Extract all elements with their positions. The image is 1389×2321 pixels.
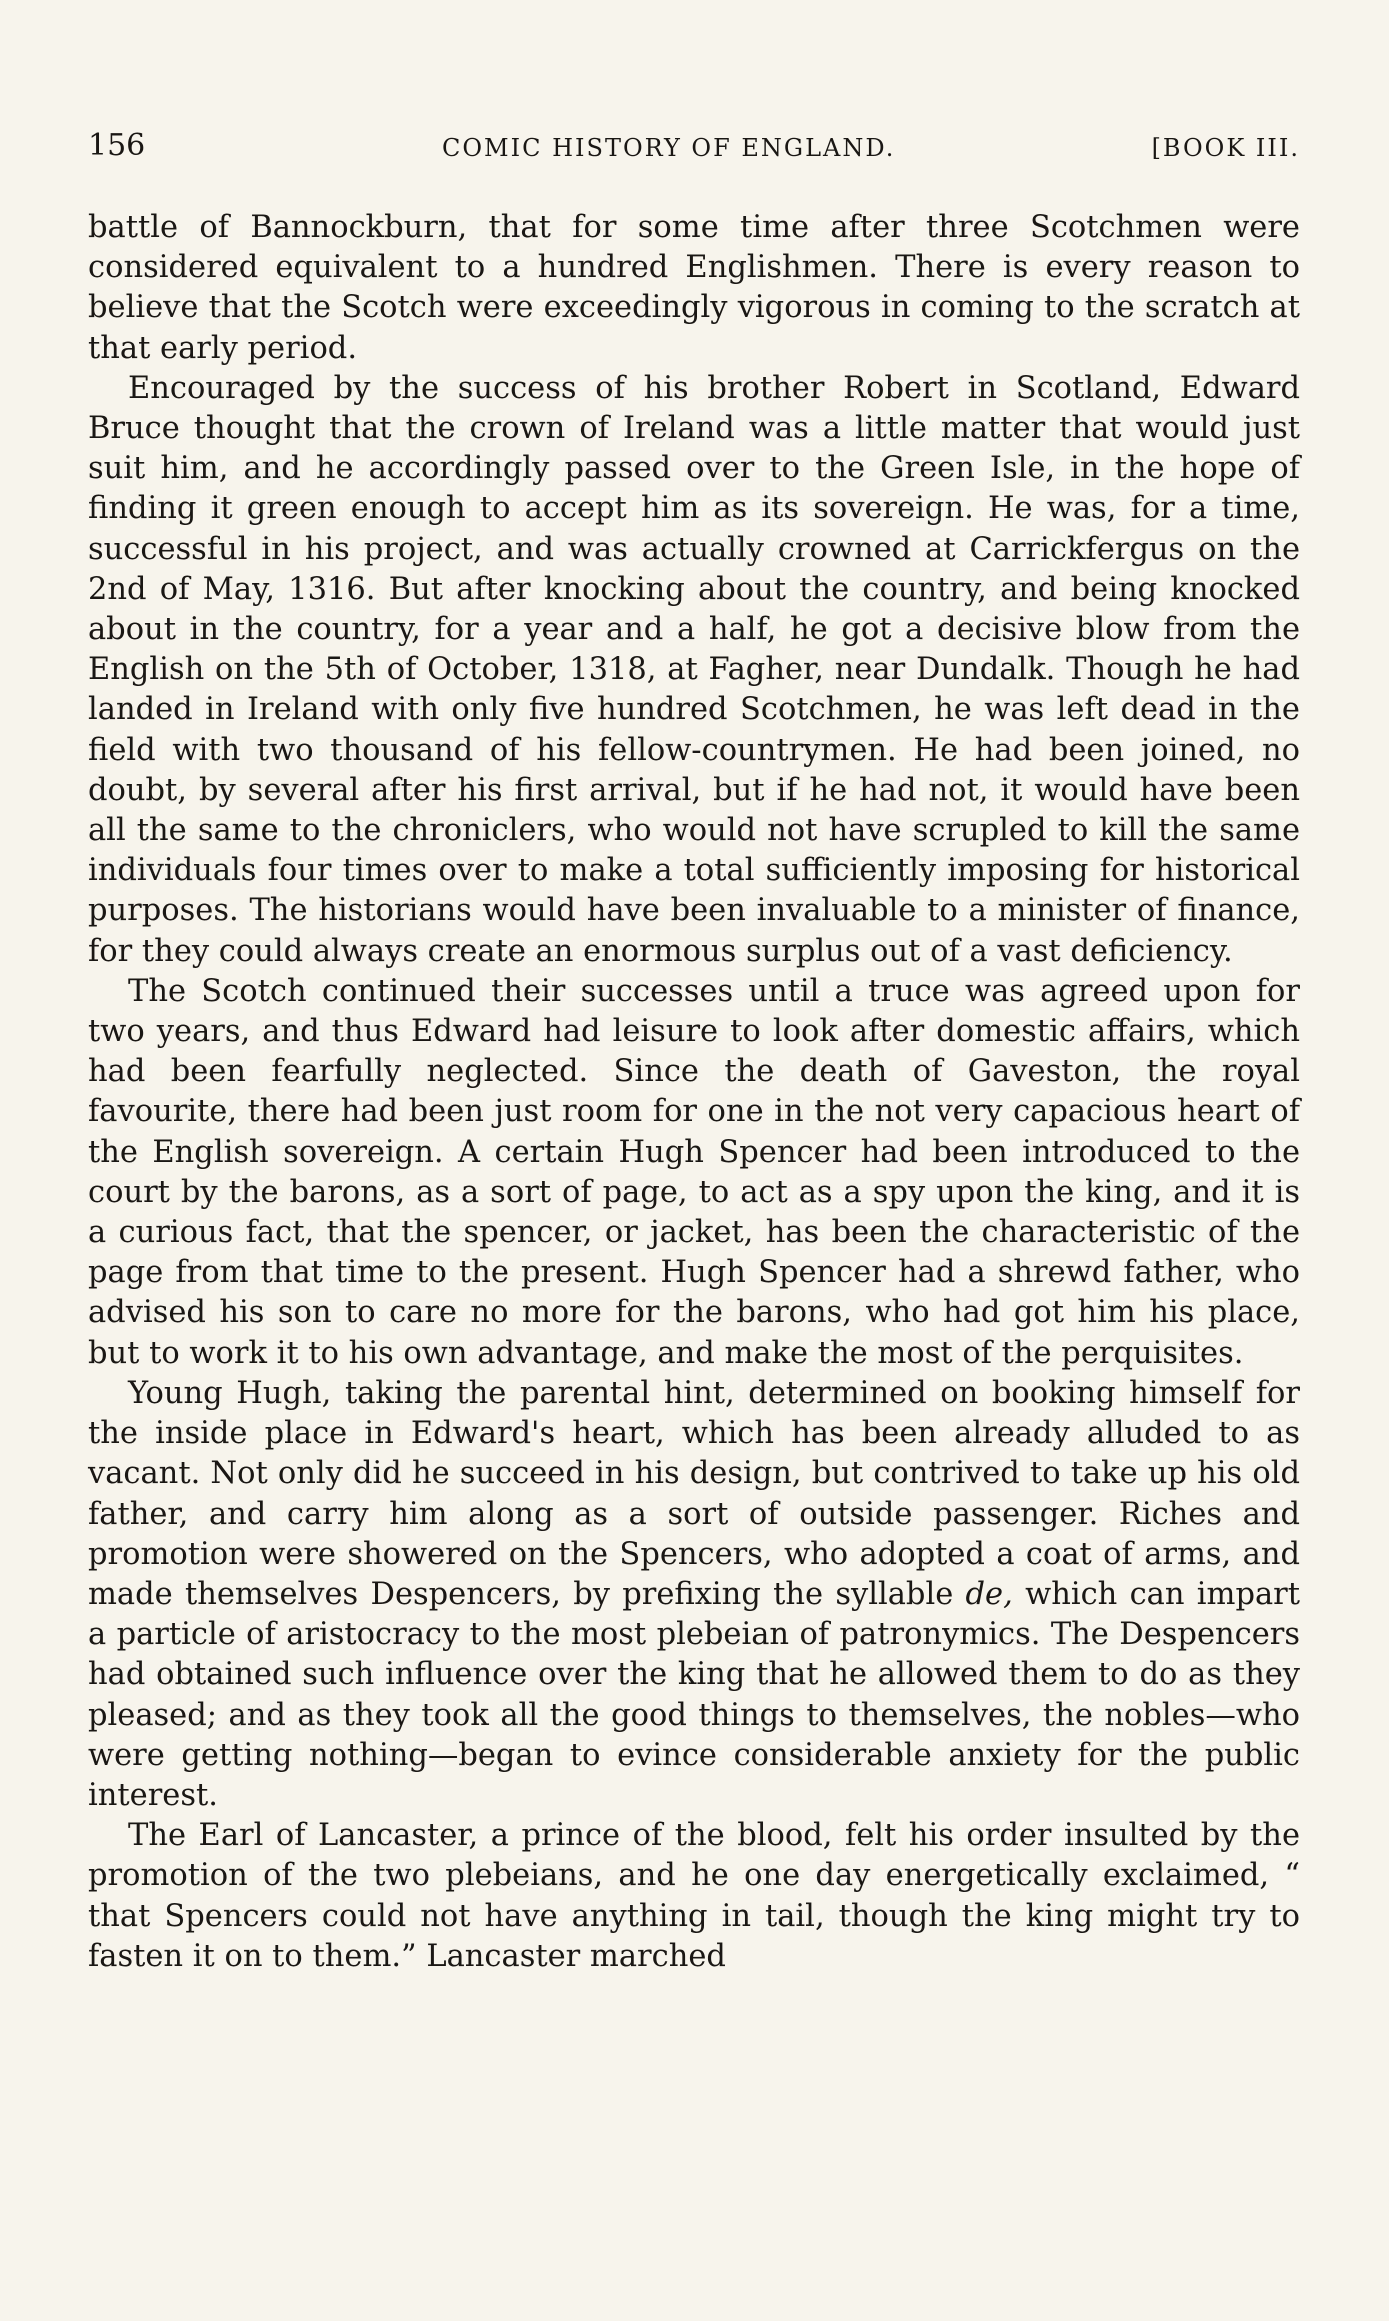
paragraph-4-italic-de: de, (965, 1576, 1013, 1612)
running-title: COMIC HISTORY OF ENGLAND. (442, 134, 896, 162)
paragraph-4-text-after: which can impart a particle of aristocracy to the most plebeian of patronymics. The Despencers had obtained such influence over the king that he allowed them to do as they pleased; and as they took all the good things to themselves, the nobles—who were getting nothing—began to evince considerable anxiety for the public interest. (88, 1576, 1300, 1813)
paragraph-2: Encouraged by the success of his brother Robert in Scotland, Edward Bruce thought that the crown of Ireland was a little matter that would just suit him, and he accordingly passed over to the Green Isle, in the hope of finding it green enough to accept him as its sovereign. He was, for a time, successful in his project, and was actually crowned at Carrickfergus on the 2nd of May, 1316. But after knocking about the country, and being knocked about in the country, for a year and a half, he got a decisive blow from the English on the 5th of October, 1318, at Fagher, near Dundalk. Though he had landed in Ireland with only five hundred Scotchmen, he was left dead in the field with two thousand of his fellow-countrymen. He had been joined, no doubt, by several after his first arrival, but if he had not, it would have been all the same to the chroniclers, who would not have scrupled to kill the same individuals four times over to make a total sufficiently imposing for historical purposes. The historians would have been invaluable to a minister of finance, for they could always create an enormous surplus out of a vast deficiency. (88, 370, 1300, 969)
book-page (88, 128, 1300, 1977)
paragraph-4-text-before: Young Hugh, taking the parental hint, determined on booking himself for the inside place in Edward's heart, which has been already alluded to as vacant. Not only did he succeed in his design, but contrived to take up his old father, and carry him along as a sort of outside passenger. Riches and promotion were showered on the Spencers, who adopted a coat of arms, and made themselves Despencers, by prefixing the syllable (88, 1375, 1300, 1612)
paragraph-5: The Earl of Lancaster, a prince of the blood, felt his order insulted by the promotion of the two plebeians, and he one day energetically exclaimed, “ that Spencers could not have anything in tail, though the king might try to fasten it on to them.” Lancaster marched (88, 1818, 1300, 1974)
body-text (88, 208, 1300, 1977)
paragraph-1: battle of Bannockburn, that for some time after three Scotchmen were considered equivalent to a hundred Englishmen. There is every reason to believe that the Scotch were exceedingly vigorous in coming to the scratch at that early period. (88, 210, 1300, 366)
paragraph-4 (88, 1374, 1300, 1816)
running-head (88, 128, 1300, 168)
paragraph-3: The Scotch continued their successes until a truce was agreed upon for two years, and thus Edward had leisure to look after domestic affairs, which had been fearfully neglected. Since the death of Gaveston, the royal favourite, there had been just room for one in the not very capacious heart of the English sovereign. A certain Hugh Spencer had been introduced to the court by the barons, as a sort of page, to act as a spy upon the king, and it is a curious fact, that the spencer, or jacket, has been the characteristic of the page from that time to the present. Hugh Spencer had a shrewd father, who advised his son to care no more for the barons, who had got him his place, but to work it to his own advantage, and make the most of the perquisites. (88, 973, 1300, 1371)
page-number: 156 (88, 128, 146, 163)
book-label: [BOOK III. (1151, 134, 1300, 162)
